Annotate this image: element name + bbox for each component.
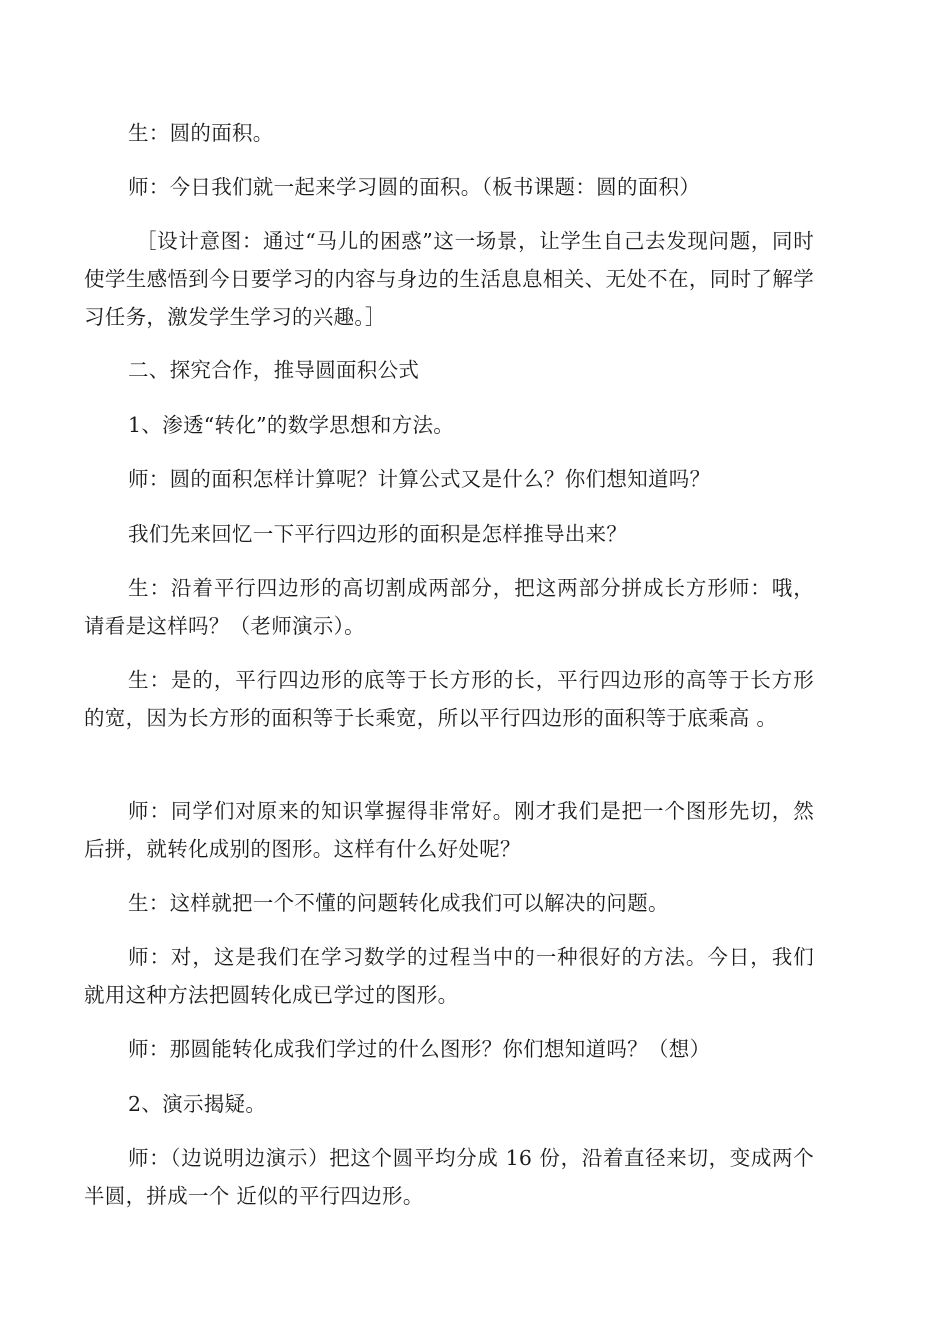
paragraph-student-explain: 生：是的，平行四边形的底等于长方形的长，平行四边形的高等于长方形的宽，因为长方形的面积等于长乘宽，所以平行四边形的面积等于底乘高 。	[84, 668, 814, 730]
paragraph-student-answer-1: 生：圆的面积。	[128, 121, 274, 145]
paragraph-teacher-question: 师：圆的面积怎样计算呢？计算公式又是什么？你们想知道吗？	[128, 467, 711, 491]
paragraph-student-benefit: 生：这样就把一个不懂的问题转化成我们可以解决的问题。	[128, 891, 669, 915]
subsection-heading-2: 2、演示揭疑。	[128, 1092, 267, 1116]
paragraph-design-intent: ［设计意图：通过“马儿的困惑”这一场景，让学生自己去发现问题，同时使学生感悟到今日要学习的内容与身边的生活息息相关、无处不在，同时了解学习任务，激发学生学习的兴趣。］	[84, 229, 814, 329]
paragraph-recall: 我们先来回忆一下平行四边形的面积是怎样推导出来？	[128, 522, 628, 546]
paragraph-teacher-praise: 师：同学们对原来的知识掌握得非常好。刚才我们是把一个图形先切，然后拼，就转化成别的图形。这样有什么好处呢？	[84, 799, 814, 861]
paragraph-student-cut: 生：沿着平行四边形的高切割成两部分，把这两部分拼成长方形师：哦，请看是这样吗？（老师演示）。	[84, 576, 814, 638]
paragraph-teacher-method: 师：对，这是我们在学习数学的过程当中的一种很好的方法。今日，我们就用这种方法把圆转化成已学过的图形。	[84, 945, 814, 1007]
paragraph-teacher-ask: 师：那圆能转化成我们学过的什么图形？你们想知道吗？（想）	[128, 1037, 711, 1061]
subsection-heading-1: 1、渗透“转化”的数学思想和方法。	[128, 413, 455, 437]
section-heading-2: 二、探究合作，推导圆面积公式	[128, 358, 420, 382]
paragraph-teacher-intro: 师：今日我们就一起来学习圆的面积。（板书课题：圆的面积）	[128, 175, 701, 199]
paragraph-teacher-demo: 师：（边说明边演示）把这个圆平均分成 16 份，沿着直径来切，变成两个半圆，拼成一个 近似的平行四边形。	[84, 1146, 814, 1208]
